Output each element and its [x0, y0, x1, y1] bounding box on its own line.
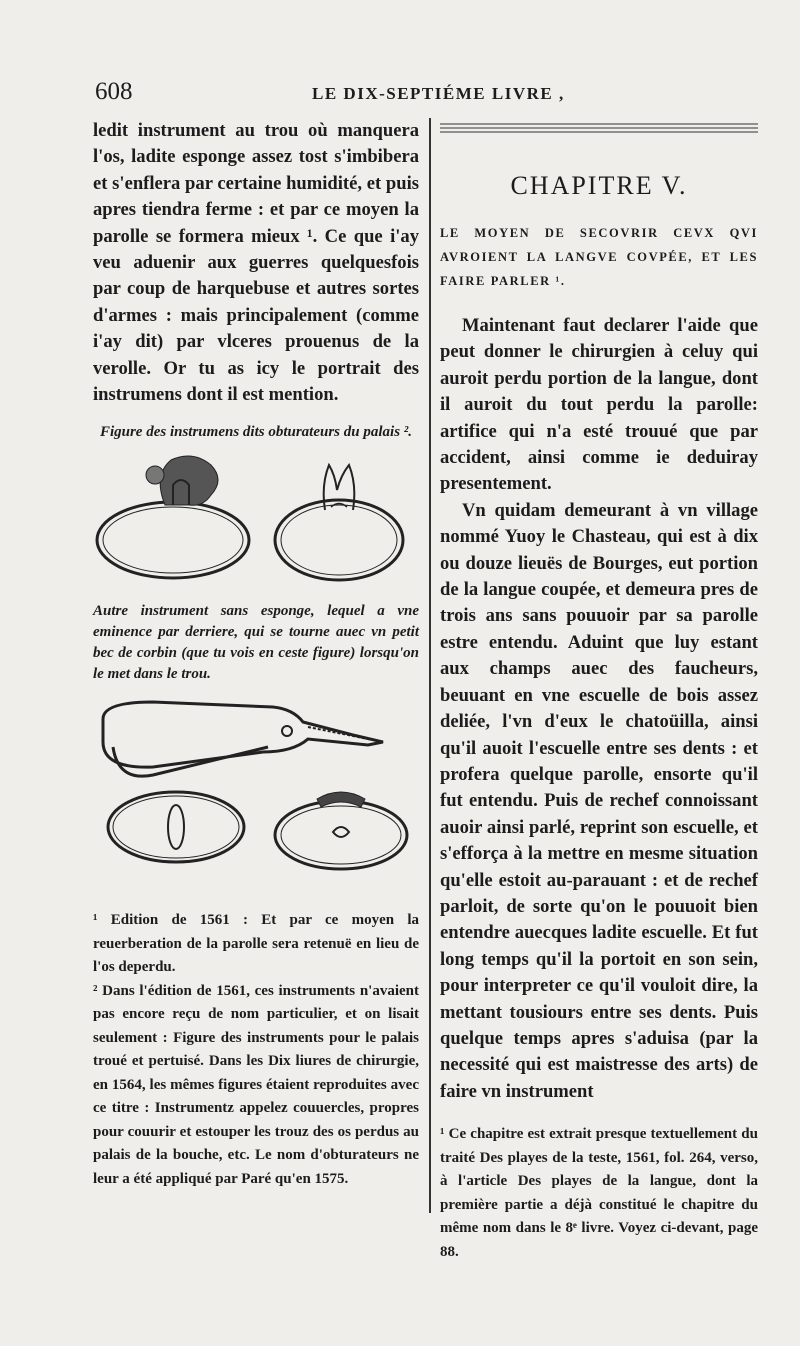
corbin-beak-tool-icon [103, 702, 383, 776]
corbin-instrument-figure [93, 697, 419, 897]
column-divider [429, 118, 431, 1213]
left-column [93, 118, 419, 1191]
chapter-title: CHAPITRE V. [510, 171, 688, 200]
obturator-stem-icon [275, 465, 403, 580]
footnote-1: ¹ Edition de 1561 : Et par ce moyen la reuerberation de la parolle sera retenuë en lieu de l'os deperdu. [93, 912, 419, 976]
chapter-paragraph-1: Maintenant faut declarer l'aide que peut donner le chirurgien à celuy qui auroit perdu portion de la langue, dont il auroit du tout perdu la parolle: artifice qui n'a esté trouué que par accident, ainsi comme ie deduiray presentement. [440, 315, 758, 495]
footnote-2: ² Dans l'édition de 1561, ces instruments n'avaient pas encore reçu de nom particulier, et on lisait seulement : Figure des instruments pour le palais troué et pertuisé. Dans les Dix liures de chirurgie, en 1564, les mêmes figures étaient reproduites avec ce titre : Instrumentz appelez couuercles, propres pour couurir et estouper les trouz des os perdus au palais de la bouche, etc. Le nom d'obturateurs ne leur a été appliqué par Paré qu'en 1575. [93, 982, 419, 1187]
chapter-subtitle: LE MOYEN DE SECOVRIR CEVX QVI AVROIENT LA LANGVE COVPÉE, ET LES FAIRE PARLER ¹. [440, 226, 758, 288]
obturator-figure [93, 445, 419, 585]
running-title: LE DIX-SEPTIÉME LIVRE , [312, 84, 565, 103]
right-column [440, 118, 758, 1264]
chapter-paragraph-2: Vn quidam demeurant à vn village nommé Yuoy le Chasteau, qui est à dix ou douze lieuës de Bourges, eut portion de la langue coupée, et demeura pres de trois ans sans pouuoir par sa parolle estre entendu. Aduint que luy estant aux champs auec des faucheurs, beuuant en vne escuelle de bois assez deliée, l'vn d'eux le chatoüilla, ainsi qu'il auoit l'escuelle entre ses dents : et profera quelque parolle, ensorte qu'il fut entendu. Puis de rechef connoissant auoir ainsi parlé, reprint son escuelle, et s'efforça à la mettre en mesme situation qu'elle estoit au-parauant : et de rechef parloit, de sorte qu'on le pouuoit bien entendre auecques ladite escuelle. Et fut long temps qu'il la portoit en son sein, pour interpreter ce qu'il vouloit dire, la mettant tousiours entre ses dents. Puis quelque temps apres s'aduisa (par la necessité qui est maistresse des arts) de faire vn instrument [440, 499, 758, 1102]
oval-plate-icon [108, 792, 244, 862]
round-plate-icon [275, 792, 407, 869]
left-paragraph: ledit instrument au trou où manquera l'os, ladite esponge assez tost s'imbibera et s'enflera par certaine humidité, et puis apres tiendra ferme : et par ce moyen la parolle se formera mieux ¹. Ce que i'ay veu aduenir aux guerres quelquesfois par coup de harquebuse et autres sortes d'armes : mais principalement (comme i'ay dit) par vlceres prouenus de la verolle. Or tu as icy le portrait des instrumens dont il est mention. [93, 120, 419, 406]
figure-caption-2: Autre instrument sans esponge, lequel a vne eminence par derriere, qui se tourne auec vn petit bec de corbin (que tu vois en ceste figure) lorsqu'on le met dans le trou. [93, 603, 419, 683]
page-number: 608 [95, 78, 133, 105]
ornamental-rule [440, 120, 758, 136]
obturator-with-sponge-icon [97, 456, 249, 578]
figure-caption-1: Figure des instrumens dits obturateurs du palais ². [99, 424, 413, 441]
footnote-chapter: ¹ Ce chapitre est extrait presque textuellement du traité Des playes de la teste, 1561, fol. 264, verso, à l'article Des playes de la langue, dont la première partie a déjà constitué le chapitre du même nom dans le 8ᵉ livre. Voyez ci-devant, page 88. [440, 1126, 758, 1260]
